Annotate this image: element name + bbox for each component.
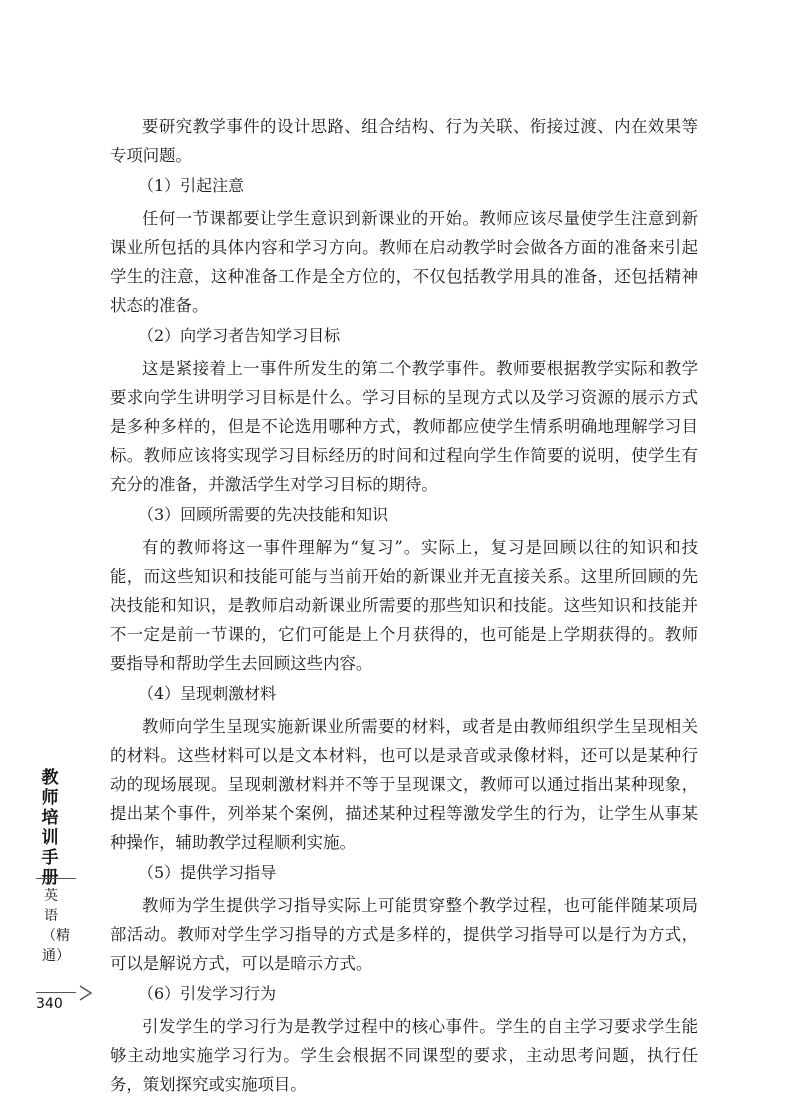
body-paragraph: 引发学生的学习行为是教学过程中的核心事件。学生的自主学习要求学生能够主动地实施学习行为。学生会根据不同课型的要求，主动思考问题，执行任务，策划探究或实施项目。 xyxy=(110,1017,698,1094)
body-paragraph: 教师为学生提供学习指导实际上可能贯穿整个教学过程，也可能伴随某项局部活动。教师对学生学习指导的方式是多样的，提供学习指导可以是行为方式，可以是解说方式，可以是暗示方式。 xyxy=(110,896,698,973)
book-subtitle: 英语（精通） xyxy=(42,888,70,964)
series-title: 教师培训手册 xyxy=(41,768,59,888)
body-paragraph: 这是紧接着上一事件所发生的第二个教学事件。教师要根据教学实际和教学要求向学生讲明学习目标是什么。学习目标的呈现方式以及学习资源的展示方式是多种多样的，但是不论选用哪种方式，教师都应使学生情系明确地理解学习目标。教师应该将实现学习目标经历的时间和过程向学生作简要的说明，使学生有充分的准备，并激活学生对学习目标的期待。 xyxy=(110,359,698,494)
divider xyxy=(36,878,76,879)
section-heading: （4）呈现刺激材料 xyxy=(138,684,277,703)
section-heading: （5）提供学习指导 xyxy=(138,863,277,882)
main-content xyxy=(110,112,698,1099)
section-heading: （1）引起注意 xyxy=(138,176,245,195)
divider xyxy=(36,992,76,993)
page-number: 340 xyxy=(36,996,63,1012)
body-paragraph: 要研究教学事件的设计思路、组合结构、行为关联、衔接过渡、内在效果等专项问题。 xyxy=(110,117,698,165)
chevron-right-icon xyxy=(78,984,94,1002)
body-paragraph: 教师向学生呈现实施新课业所需要的材料，或者是由教师组织学生呈现相关的材料。这些材料可以是文本材料，也可以是录音或录像材料，还可以是某种行动的现场展现。呈现刺激材料并不等于呈现课文，教师可以通过指出某种现象，提出某个事件，列举某个案例，描述某种过程等激发学生的行为，让学生从事某种操作，辅助教学过程顺利实施。 xyxy=(110,717,698,852)
section-heading: （6）引发学习行为 xyxy=(138,984,277,1003)
section-heading: （2）向学习者告知学习目标 xyxy=(138,326,341,345)
body-paragraph: 有的教师将这一事件理解为“复习”。实际上，复习是回顾以往的知识和技能，而这些知识和技能可能与当前开始的新课业并无直接关系。这里所回顾的先决技能和知识，是教师启动新课业所需要的那些知识和技能。这些知识和技能并不一定是前一节课的，它们可能是上个月获得的，也可能是上学期获得的。教师要指导和帮助学生去回顾这些内容。 xyxy=(110,538,698,673)
body-paragraph: 任何一节课都要让学生意识到新课业的开始。教师应该尽量使学生注意到新课业所包括的具体内容和学习方向。教师在启动教学时会做各方面的准备来引起学生的注意，这种准备工作是全方位的，不仅包括教学用具的准备，还包括精神状态的准备。 xyxy=(110,209,698,315)
section-heading: （3）回顾所需要的先决技能和知识 xyxy=(138,505,389,524)
